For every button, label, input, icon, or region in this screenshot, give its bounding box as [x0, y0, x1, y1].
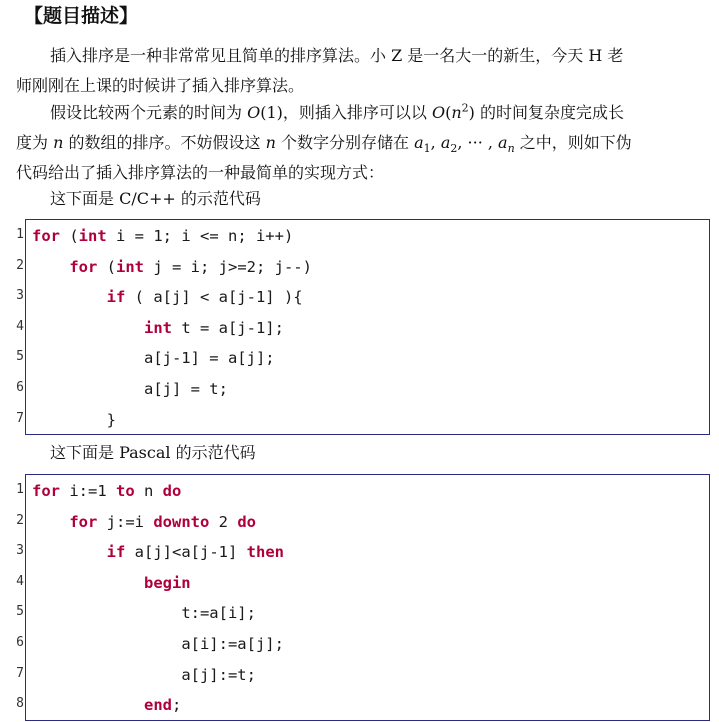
keyword: if: [106, 288, 126, 307]
code-text: a[j]:=t;: [181, 665, 256, 684]
pascal-code-intro: [16, 438, 706, 468]
line-number: 4: [16, 318, 24, 334]
line-number: 7: [16, 665, 24, 681]
code-line: [26, 536, 709, 567]
complexity-line-1: [16, 98, 706, 128]
code-text: t = a[j-1];: [171, 318, 284, 337]
math-O: O: [431, 103, 446, 122]
keyword: begin: [143, 573, 191, 592]
code-text: (: [97, 257, 116, 276]
code-line: [26, 628, 709, 659]
text: ) 的时间复杂度完成长: [468, 103, 625, 122]
line-number: 6: [16, 634, 24, 650]
complexity-line-3: 代码给出了插入排序算法的一种最简单的实现方式：: [16, 163, 385, 182]
code-text: a[j] = t;: [143, 379, 228, 398]
indent: [32, 513, 69, 531]
keyword: do: [162, 482, 182, 500]
line-number-gutter: [0, 474, 24, 719]
code-block: [25, 474, 710, 721]
math-subscript: 2: [450, 142, 458, 156]
code-line: [26, 342, 709, 373]
code-text: 2: [209, 512, 238, 531]
code-line: [26, 373, 709, 404]
line-number: 2: [16, 512, 24, 528]
math-a: a: [414, 133, 424, 152]
section-title: 【题目描述】: [24, 5, 139, 27]
keyword: end: [143, 696, 172, 715]
indent: [32, 411, 107, 429]
c-code-intro: [16, 184, 706, 214]
indent: [32, 349, 144, 367]
indent: [32, 574, 144, 592]
text: 之中，则如下伪: [514, 133, 632, 152]
indent: [32, 288, 107, 306]
code-line: [26, 312, 709, 343]
line-number: 6: [16, 379, 24, 395]
code-line: [26, 281, 709, 312]
pascal-code-intro-text: 这下面是 Pascal 的示范代码: [50, 443, 256, 462]
keyword: int: [143, 318, 172, 337]
math-subscript: n: [507, 142, 515, 156]
line-number: 5: [16, 349, 24, 365]
code-text: a[j-1] = a[j];: [143, 349, 275, 368]
code-text: n: [134, 482, 163, 500]
code-line: [26, 659, 709, 690]
math-n: n: [53, 133, 64, 152]
code-text: i = 1; i <= n; i++): [106, 227, 294, 245]
math-exponent: 2: [461, 101, 469, 115]
code-text: j = i; j>=2; j--): [144, 257, 312, 276]
indent: [32, 319, 144, 337]
text: 的数组的排序。不妨假设这: [63, 133, 266, 152]
code-text: ;: [171, 696, 182, 715]
code-text: (: [60, 227, 79, 245]
code-text: i:=1: [60, 482, 116, 500]
intro-line-2: 师刚刚在上课的时候讲了插入排序算法。: [16, 76, 305, 95]
indent: [32, 635, 181, 653]
indent: [32, 696, 144, 714]
line-number: 2: [16, 257, 24, 273]
intro-line-1: 插入排序是一种非常常见且简单的排序算法。小 Z 是一名大一的新生，今天 H 老: [50, 46, 624, 65]
keyword: for: [32, 227, 60, 245]
code-text: ( a[j] < a[j-1] ){: [125, 288, 303, 307]
code-line: [26, 597, 709, 628]
line-number: 1: [16, 482, 24, 497]
keyword: for: [69, 257, 98, 276]
code-line: [26, 404, 709, 435]
keyword: for: [32, 482, 60, 500]
line-number: 3: [16, 288, 24, 304]
code-line: [26, 567, 709, 598]
indent: [32, 604, 181, 622]
code-line: [26, 506, 709, 537]
indent: [32, 666, 181, 684]
line-number: 4: [16, 573, 24, 589]
text: 个数字分别存储在: [275, 133, 415, 152]
c-code-intro-text: 这下面是 C/C++ 的示范代码: [50, 189, 261, 208]
line-number-gutter: [0, 219, 24, 433]
math-O: O: [247, 103, 261, 122]
indent: [32, 380, 144, 398]
math-n: n: [265, 133, 276, 152]
code-text: t:=a[i];: [181, 604, 256, 623]
line-number: 3: [16, 543, 24, 559]
code-line: [26, 689, 709, 720]
math-n: n: [451, 103, 462, 122]
complexity-line-2: [16, 128, 706, 158]
text: , ··· ,: [457, 133, 499, 152]
keyword: int: [78, 227, 107, 245]
code-line: [26, 475, 709, 506]
math-a: a: [498, 133, 508, 152]
code-text: }: [106, 410, 116, 429]
text: (1)，则插入排序可以以: [260, 103, 432, 122]
keyword: to: [116, 482, 135, 500]
line-number: 7: [16, 410, 24, 426]
math-subscript: 1: [423, 142, 431, 156]
complexity-paragraph: [16, 98, 706, 188]
line-number: 8: [16, 696, 24, 712]
keyword: downto: [153, 512, 210, 531]
indent: [32, 258, 69, 276]
line-number: 5: [16, 604, 24, 620]
keyword: int: [116, 257, 144, 276]
text: ,: [430, 133, 441, 152]
text: (: [445, 103, 452, 122]
keyword: do: [237, 512, 256, 531]
code-block: [25, 219, 710, 435]
indent: [32, 543, 107, 561]
intro-paragraph: [16, 41, 706, 101]
text: 度为: [16, 133, 54, 152]
code-line: [26, 251, 709, 282]
keyword: if: [106, 543, 126, 562]
code-text: a[i]:=a[j];: [181, 634, 284, 653]
code-text: j:=i: [97, 512, 154, 531]
code-line: [26, 220, 709, 251]
text: 假设比较两个元素的时间为: [50, 103, 248, 122]
code-text: a[j]<a[j-1]: [125, 543, 247, 562]
keyword: then: [246, 543, 284, 562]
math-a: a: [440, 133, 451, 152]
line-number: 1: [16, 227, 24, 242]
keyword: for: [69, 512, 98, 531]
